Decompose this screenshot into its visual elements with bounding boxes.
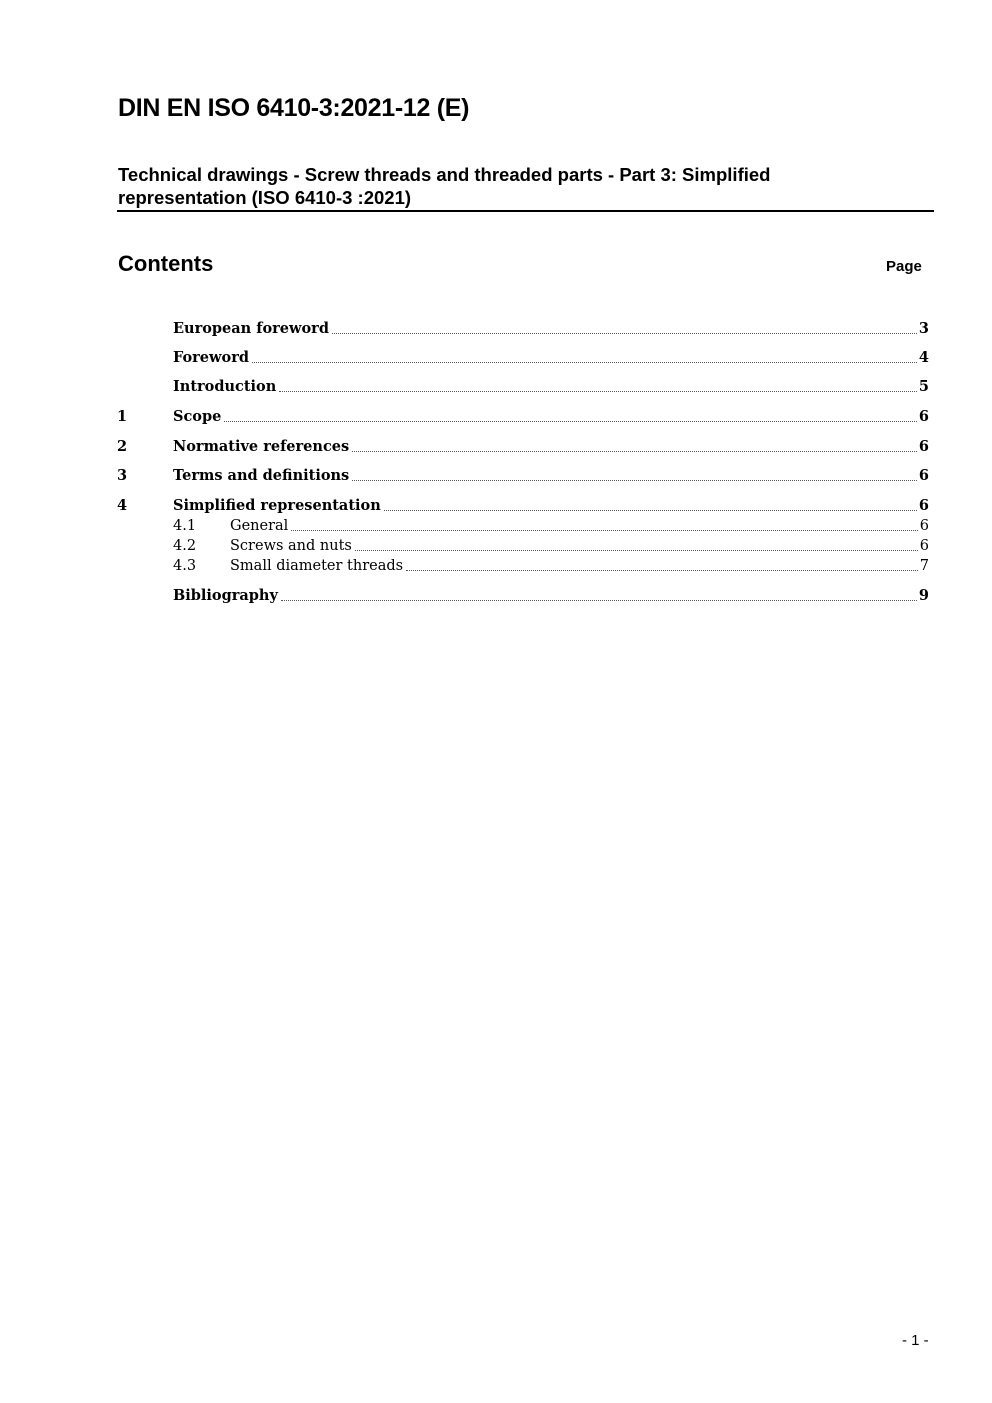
footer-page-number: - 1 - (902, 1332, 929, 1349)
toc-entry-title: Simplified representation (173, 497, 381, 514)
toc-entry-page: 6 (918, 408, 929, 425)
toc-entry-small-diameter-threads[interactable] (117, 555, 929, 575)
toc-dot-leader (279, 391, 917, 392)
toc-entry-title: Bibliography (173, 587, 278, 604)
toc-entry-foreword[interactable] (117, 347, 929, 367)
toc-entry-screws-and-nuts[interactable] (117, 535, 929, 555)
toc-entry-page: 6 (918, 438, 929, 455)
toc-entry-page: 9 (918, 587, 929, 604)
toc-entry-bibliography[interactable] (117, 585, 929, 605)
title-rule (117, 210, 934, 212)
toc-entry-terms-and-definitions[interactable] (117, 465, 929, 485)
toc-entry-number: 4.2 (173, 538, 197, 554)
toc-entry-page: 6 (918, 467, 929, 484)
toc-dot-leader (355, 550, 918, 551)
toc-entry-page: 5 (918, 378, 929, 395)
toc-entry-title: Small diameter threads (230, 558, 404, 574)
toc-entry-page: 6 (918, 497, 929, 514)
toc-entry-title: Scope (173, 408, 222, 425)
toc-entry-number: 4.3 (173, 558, 197, 574)
toc-entry-number: 3 (117, 467, 128, 484)
toc-entry-page: 6 (919, 538, 929, 554)
toc-entry-title: European foreword (173, 320, 329, 337)
contents-heading: Contents (118, 251, 214, 276)
document-title: DIN EN ISO 6410-3:2021-12 (E) (118, 94, 470, 122)
toc-dot-leader (252, 362, 917, 363)
toc-entry-title: Foreword (173, 349, 249, 366)
toc-entry-title: Screws and nuts (230, 538, 352, 554)
toc-entry-title: Introduction (173, 378, 277, 395)
toc-entry-page: 3 (918, 320, 929, 337)
toc-entry-general[interactable] (117, 515, 929, 535)
toc-dot-leader (352, 480, 917, 481)
toc-entry-number: 4 (117, 497, 128, 514)
toc-entry-number: 1 (117, 408, 128, 425)
toc-entry-title: General (230, 518, 289, 534)
toc-entry-normative-references[interactable] (117, 436, 929, 456)
toc-entry-introduction[interactable] (117, 376, 929, 396)
page-column-heading: Page (886, 258, 922, 275)
toc-entry-title: Terms and definitions (173, 467, 350, 484)
document-subtitle: Technical drawings - Screw threads and threaded parts - Part 3: Simplified representation (ISO 6410-3 :2021) (118, 164, 771, 208)
toc-dot-leader (352, 451, 917, 452)
toc-dot-leader (291, 530, 917, 531)
toc-entry-title: Normative references (173, 438, 350, 455)
toc-dot-leader (406, 570, 918, 571)
toc-entry-page: 4 (918, 349, 929, 366)
toc-dot-leader (384, 510, 917, 511)
toc-dot-leader (224, 421, 917, 422)
toc-entry-simplified-representation[interactable] (117, 495, 929, 515)
toc-entry-scope[interactable] (117, 406, 929, 426)
toc-entry-page: 7 (919, 558, 929, 574)
toc-entry-european-foreword[interactable] (117, 318, 929, 338)
toc-dot-leader (332, 333, 917, 334)
toc-entry-number: 2 (117, 438, 128, 455)
toc-entry-number: 4.1 (173, 518, 197, 534)
toc-dot-leader (281, 600, 917, 601)
toc-entry-page: 6 (919, 518, 929, 534)
